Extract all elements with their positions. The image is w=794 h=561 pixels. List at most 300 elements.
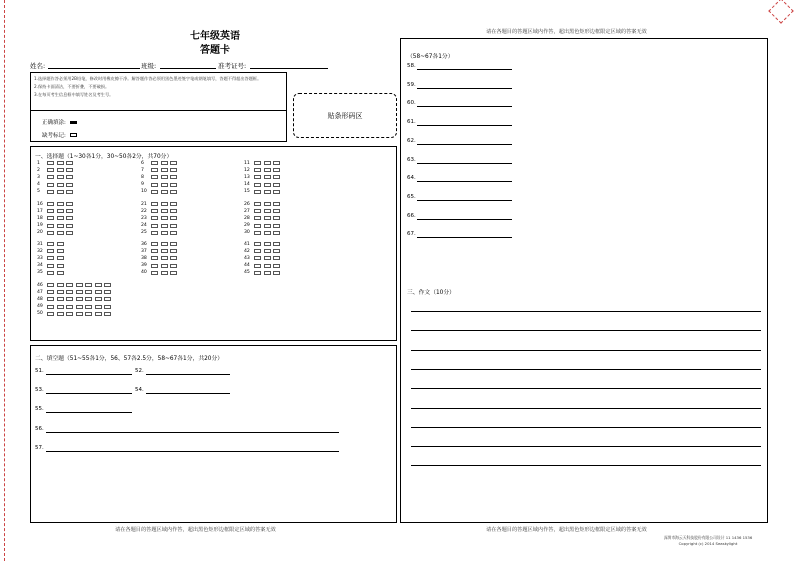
answer-bubble[interactable] bbox=[161, 242, 168, 246]
choice-question-row bbox=[37, 304, 114, 310]
answer-bubble[interactable] bbox=[104, 290, 111, 294]
choice-question-row bbox=[244, 182, 283, 188]
choice-question-row bbox=[37, 230, 76, 236]
answer-bubble[interactable] bbox=[254, 202, 261, 206]
answer-bubble[interactable] bbox=[273, 209, 280, 213]
instructions-text bbox=[34, 75, 284, 99]
essay-writing-line[interactable] bbox=[411, 408, 761, 409]
class-label: 班级: bbox=[141, 62, 157, 70]
choice-question-row bbox=[244, 255, 283, 261]
question-number: 41 bbox=[244, 241, 250, 247]
choice-question-row bbox=[244, 201, 283, 207]
answer-bubble[interactable] bbox=[254, 231, 261, 235]
answer-bubble[interactable] bbox=[104, 297, 111, 301]
answer-bubble[interactable] bbox=[170, 183, 177, 187]
instructions-box bbox=[30, 72, 287, 142]
answer-bubble[interactable] bbox=[161, 256, 168, 260]
answer-bubble[interactable] bbox=[76, 305, 83, 309]
answer-bubble[interactable] bbox=[151, 216, 158, 220]
answer-bubble[interactable] bbox=[76, 290, 83, 294]
essay-writing-line[interactable] bbox=[411, 446, 761, 447]
exam-number-field[interactable] bbox=[250, 62, 328, 69]
answer-bubble[interactable] bbox=[47, 256, 54, 260]
fill-answer-line[interactable] bbox=[417, 214, 512, 220]
question-number: 36 bbox=[141, 241, 147, 247]
question-number: 28 bbox=[244, 215, 250, 221]
answer-bubble[interactable] bbox=[170, 190, 177, 194]
answer-bubble[interactable] bbox=[57, 264, 64, 268]
answer-bubble[interactable] bbox=[57, 312, 64, 316]
answer-bubble[interactable] bbox=[57, 168, 64, 172]
answer-bubble[interactable] bbox=[264, 264, 271, 268]
answer-bubble[interactable] bbox=[57, 216, 64, 220]
answer-bubble[interactable] bbox=[85, 297, 92, 301]
answer-bubble[interactable] bbox=[66, 312, 73, 316]
answer-bubble[interactable] bbox=[161, 168, 168, 172]
choice-question-row bbox=[37, 270, 66, 276]
question-number: 49 bbox=[37, 304, 43, 310]
answer-bubble[interactable] bbox=[47, 312, 54, 316]
page-title: 七年级英语 bbox=[190, 31, 240, 42]
footer-notice-right: 请在各题目的答题区域内作答，超出黑色矩形边框限定区域的答案无效 bbox=[486, 527, 647, 533]
answer-bubble[interactable] bbox=[170, 256, 177, 260]
name-field[interactable] bbox=[48, 62, 140, 69]
choice-question-row bbox=[244, 189, 283, 195]
answer-bubble[interactable] bbox=[161, 249, 168, 253]
answer-bubble[interactable] bbox=[57, 202, 64, 206]
fill-answer-line[interactable] bbox=[417, 139, 512, 145]
answer-bubble[interactable] bbox=[151, 175, 158, 179]
answer-bubble[interactable] bbox=[104, 305, 111, 309]
choice-question-row bbox=[37, 189, 76, 195]
answer-bubble[interactable] bbox=[57, 290, 64, 294]
fill-answer-line[interactable] bbox=[417, 232, 512, 238]
question-number: 17 bbox=[37, 208, 43, 214]
fill-item-label: 55. bbox=[35, 406, 44, 412]
choice-question-row bbox=[37, 167, 76, 173]
question-number: 19 bbox=[37, 223, 43, 229]
answer-bubble[interactable] bbox=[264, 209, 271, 213]
question-number: 29 bbox=[244, 223, 250, 229]
choice-question-row bbox=[37, 296, 114, 302]
top-notice-right: 请在各题目的答题区域内作答，超出黑色矩形边框限定区域的答案无效 bbox=[486, 29, 647, 35]
essay-writing-line[interactable] bbox=[411, 388, 761, 389]
answer-bubble[interactable] bbox=[57, 161, 64, 165]
answer-bubble[interactable] bbox=[57, 249, 64, 253]
answer-bubble[interactable] bbox=[151, 209, 158, 213]
answer-bubble[interactable] bbox=[264, 161, 271, 165]
answer-bubble[interactable] bbox=[47, 224, 54, 228]
answer-bubble[interactable] bbox=[273, 249, 280, 253]
copyright-line-1: 深圳市海云天科技股份有限公司设计 11 1436 1536 bbox=[663, 535, 753, 540]
instruction-line: 2.保持卡面清洁，不要折叠，不要破损。 bbox=[34, 84, 110, 89]
corner-stamp-mark bbox=[768, 0, 793, 24]
answer-bubble[interactable] bbox=[170, 231, 177, 235]
fill-answer-line[interactable] bbox=[46, 446, 339, 452]
answer-bubble[interactable] bbox=[47, 168, 54, 172]
answer-bubble[interactable] bbox=[47, 297, 54, 301]
fill-item-label: 67. bbox=[407, 231, 416, 238]
answer-bubble[interactable] bbox=[47, 161, 54, 165]
fill-answer-line[interactable] bbox=[146, 388, 230, 394]
answer-bubble[interactable] bbox=[273, 183, 280, 187]
question-number: 34 bbox=[37, 263, 43, 269]
answer-bubble[interactable] bbox=[85, 312, 92, 316]
answer-bubble[interactable] bbox=[161, 183, 168, 187]
instruction-line: 3.在每页考生信息框中填写姓名及考生号。 bbox=[34, 92, 114, 97]
question-number: 9 bbox=[141, 182, 144, 188]
answer-bubble[interactable] bbox=[273, 161, 280, 165]
answer-bubble[interactable] bbox=[254, 183, 261, 187]
answer-bubble[interactable] bbox=[264, 202, 271, 206]
answer-bubble[interactable] bbox=[161, 209, 168, 213]
answer-bubble[interactable] bbox=[170, 264, 177, 268]
question-number: 5 bbox=[37, 189, 40, 195]
answer-bubble[interactable] bbox=[273, 242, 280, 246]
answer-bubble[interactable] bbox=[170, 175, 177, 179]
answer-bubble[interactable] bbox=[57, 283, 64, 287]
answer-bubble[interactable] bbox=[47, 190, 54, 194]
choice-question-row bbox=[141, 248, 180, 254]
answer-bubble[interactable] bbox=[57, 242, 64, 246]
name-label: 姓名: bbox=[30, 62, 46, 70]
answer-bubble[interactable] bbox=[161, 271, 168, 275]
question-number: 26 bbox=[244, 201, 250, 207]
fill-answer-line[interactable] bbox=[417, 64, 512, 70]
answer-bubble[interactable] bbox=[161, 161, 168, 165]
question-number: 20 bbox=[37, 230, 43, 236]
answer-bubble[interactable] bbox=[151, 224, 158, 228]
answer-bubble[interactable] bbox=[161, 190, 168, 194]
question-number: 21 bbox=[141, 201, 147, 207]
question-number: 42 bbox=[244, 248, 250, 254]
exam-number-label: 准考证号: bbox=[218, 62, 247, 70]
answer-bubble[interactable] bbox=[47, 271, 54, 275]
answer-bubble[interactable] bbox=[151, 271, 158, 275]
answer-bubble[interactable] bbox=[76, 312, 83, 316]
answer-bubble[interactable] bbox=[57, 231, 64, 235]
answer-bubble[interactable] bbox=[95, 283, 102, 287]
fill-item-label: 59. bbox=[407, 81, 416, 88]
answer-bubble[interactable] bbox=[254, 256, 261, 260]
question-number: 50 bbox=[37, 311, 43, 317]
answer-bubble[interactable] bbox=[66, 305, 73, 309]
choice-question-row bbox=[141, 182, 180, 188]
answer-bubble[interactable] bbox=[264, 242, 271, 246]
answer-bubble[interactable] bbox=[95, 312, 102, 316]
choice-question-row bbox=[37, 241, 66, 247]
answer-bubble[interactable] bbox=[161, 264, 168, 268]
fill-item-label: 61. bbox=[407, 119, 416, 126]
choice-question-row bbox=[37, 263, 66, 269]
choice-question-row bbox=[141, 223, 180, 229]
answer-bubble[interactable] bbox=[170, 249, 177, 253]
fill-answer-line[interactable] bbox=[417, 158, 512, 164]
answer-bubble[interactable] bbox=[47, 249, 54, 253]
answer-bubble[interactable] bbox=[66, 224, 73, 228]
answer-bubble[interactable] bbox=[264, 168, 271, 172]
essay-writing-line[interactable] bbox=[411, 369, 761, 370]
answer-bubble[interactable] bbox=[264, 216, 271, 220]
answer-bubble[interactable] bbox=[151, 242, 158, 246]
fill-answer-line[interactable] bbox=[46, 388, 132, 394]
question-number: 23 bbox=[141, 215, 147, 221]
answer-bubble[interactable] bbox=[161, 231, 168, 235]
choice-question-row bbox=[37, 248, 66, 254]
class-field[interactable] bbox=[160, 62, 216, 69]
answer-bubble[interactable] bbox=[273, 264, 280, 268]
choice-question-row bbox=[244, 270, 283, 276]
answer-bubble[interactable] bbox=[170, 224, 177, 228]
question-number: 35 bbox=[37, 270, 43, 276]
answer-bubble[interactable] bbox=[66, 161, 73, 165]
choice-question-row bbox=[141, 160, 180, 166]
answer-bubble[interactable] bbox=[170, 202, 177, 206]
answer-bubble[interactable] bbox=[66, 283, 73, 287]
answer-bubble[interactable] bbox=[273, 216, 280, 220]
right-section-subtitle: （58~67各1分） bbox=[407, 54, 454, 60]
answer-bubble[interactable] bbox=[254, 209, 261, 213]
fill-answer-line[interactable] bbox=[46, 369, 132, 375]
answer-bubble[interactable] bbox=[57, 297, 64, 301]
answer-bubble[interactable] bbox=[76, 283, 83, 287]
answer-bubble[interactable] bbox=[273, 271, 280, 275]
question-number: 4 bbox=[37, 182, 40, 188]
answer-bubble[interactable] bbox=[264, 190, 271, 194]
answer-bubble[interactable] bbox=[151, 168, 158, 172]
answer-bubble[interactable] bbox=[273, 231, 280, 235]
question-number: 6 bbox=[141, 160, 144, 166]
answer-bubble[interactable] bbox=[170, 271, 177, 275]
answer-bubble[interactable] bbox=[57, 183, 64, 187]
question-number: 18 bbox=[37, 215, 43, 221]
answer-bubble[interactable] bbox=[151, 183, 158, 187]
fill-item-label: 58. bbox=[407, 63, 416, 69]
answer-bubble[interactable] bbox=[47, 209, 54, 213]
fill-item-label: 65. bbox=[407, 193, 416, 200]
answer-bubble[interactable] bbox=[273, 202, 280, 206]
question-number: 38 bbox=[141, 255, 147, 261]
answer-bubble[interactable] bbox=[273, 256, 280, 260]
question-number: 32 bbox=[37, 248, 43, 254]
answer-bubble[interactable] bbox=[264, 231, 271, 235]
fill-section-title: 二、填空题（51~55各1分，56、57各2.5分，58~67各1分，共20分） bbox=[35, 356, 224, 362]
answer-bubble[interactable] bbox=[57, 271, 64, 275]
question-number: 37 bbox=[141, 248, 147, 254]
fill-answer-line[interactable] bbox=[46, 407, 132, 413]
answer-bubble[interactable] bbox=[151, 256, 158, 260]
answer-bubble[interactable] bbox=[57, 209, 64, 213]
answer-bubble[interactable] bbox=[264, 175, 271, 179]
answer-bubble[interactable] bbox=[104, 283, 111, 287]
answer-bubble[interactable] bbox=[254, 242, 261, 246]
choice-section-title: 一、选择题（1~30各1分，30~50各2分，共70分） bbox=[35, 154, 173, 160]
answer-bubble[interactable] bbox=[151, 202, 158, 206]
barcode-area: 贴条形码区 bbox=[293, 93, 397, 138]
question-number: 33 bbox=[37, 255, 43, 261]
answer-bubble[interactable] bbox=[85, 290, 92, 294]
answer-bubble[interactable] bbox=[170, 242, 177, 246]
choice-question-row bbox=[37, 289, 114, 295]
question-number: 45 bbox=[244, 270, 250, 276]
answer-bubble[interactable] bbox=[47, 175, 54, 179]
answer-bubble[interactable] bbox=[254, 168, 261, 172]
answer-bubble[interactable] bbox=[95, 297, 102, 301]
fill-item-label: 54. bbox=[135, 387, 144, 393]
answer-bubble[interactable] bbox=[264, 256, 271, 260]
fill-item-label: 53. bbox=[35, 387, 44, 393]
answer-bubble[interactable] bbox=[151, 231, 158, 235]
answer-bubble[interactable] bbox=[273, 175, 280, 179]
answer-bubble[interactable] bbox=[170, 161, 177, 165]
choice-question-row bbox=[37, 223, 76, 229]
answer-bubble[interactable] bbox=[170, 209, 177, 213]
answer-bubble[interactable] bbox=[66, 183, 73, 187]
fill-answer-line[interactable] bbox=[417, 120, 512, 126]
answer-bubble[interactable] bbox=[85, 283, 92, 287]
essay-writing-line[interactable] bbox=[411, 350, 761, 351]
essay-writing-line[interactable] bbox=[411, 427, 761, 428]
fill-item-label: 63. bbox=[407, 156, 416, 163]
fill-item-label: 52. bbox=[135, 368, 144, 374]
answer-bubble[interactable] bbox=[254, 224, 261, 228]
answer-bubble[interactable] bbox=[161, 224, 168, 228]
answer-bubble[interactable] bbox=[95, 290, 102, 294]
answer-bubble[interactable] bbox=[47, 231, 54, 235]
choice-question-row bbox=[244, 167, 283, 173]
essay-writing-line[interactable] bbox=[411, 465, 761, 466]
answer-bubble[interactable] bbox=[47, 202, 54, 206]
answer-bubble[interactable] bbox=[254, 190, 261, 194]
answer-bubble[interactable] bbox=[47, 264, 54, 268]
answer-bubble[interactable] bbox=[151, 161, 158, 165]
answer-bubble[interactable] bbox=[254, 271, 261, 275]
choice-question-row bbox=[141, 241, 180, 247]
choice-question-row bbox=[244, 248, 283, 254]
answer-bubble[interactable] bbox=[95, 305, 102, 309]
choice-question-row bbox=[37, 208, 76, 214]
fill-answer-line[interactable] bbox=[417, 101, 512, 107]
answer-bubble[interactable] bbox=[47, 305, 54, 309]
answer-bubble[interactable] bbox=[264, 183, 271, 187]
fill-item-label: 62. bbox=[407, 137, 416, 144]
filled-mark-sample bbox=[70, 121, 77, 124]
question-number: 40 bbox=[141, 270, 147, 276]
answer-bubble[interactable] bbox=[273, 168, 280, 172]
answer-bubble[interactable] bbox=[57, 305, 64, 309]
question-number: 25 bbox=[141, 230, 147, 236]
answer-bubble[interactable] bbox=[170, 216, 177, 220]
question-number: 3 bbox=[37, 174, 40, 180]
answer-bubble[interactable] bbox=[254, 216, 261, 220]
choice-question-row bbox=[37, 215, 76, 221]
choice-question-row bbox=[37, 201, 76, 207]
answer-bubble[interactable] bbox=[161, 216, 168, 220]
choice-question-row bbox=[141, 208, 180, 214]
question-number: 10 bbox=[141, 189, 147, 195]
answer-bubble[interactable] bbox=[76, 297, 83, 301]
answer-bubble[interactable] bbox=[85, 305, 92, 309]
answer-bubble[interactable] bbox=[66, 231, 73, 235]
choice-question-row bbox=[141, 255, 180, 261]
instruction-line: 1.选择题作答必须用2B铅笔，修改时用橡皮擦干净。解答题作答必须用黑色墨迹签字笔或钢笔填写，答题不得超出答题框。 bbox=[34, 76, 262, 81]
question-number: 24 bbox=[141, 223, 147, 229]
question-number: 46 bbox=[37, 282, 43, 288]
absent-mark-checkbox[interactable] bbox=[70, 133, 77, 137]
fill-item-label: 64. bbox=[407, 175, 416, 182]
choice-question-row bbox=[244, 230, 283, 236]
answer-bubble[interactable] bbox=[57, 175, 64, 179]
answer-bubble[interactable] bbox=[161, 175, 168, 179]
fill-answer-line[interactable] bbox=[417, 195, 512, 201]
right-answer-box bbox=[400, 38, 768, 523]
answer-bubble[interactable] bbox=[170, 168, 177, 172]
answer-bubble[interactable] bbox=[254, 175, 261, 179]
answer-bubble[interactable] bbox=[254, 249, 261, 253]
answer-bubble[interactable] bbox=[47, 283, 54, 287]
question-number: 48 bbox=[37, 296, 43, 302]
choice-question-row bbox=[37, 160, 76, 166]
fill-answer-line[interactable] bbox=[46, 427, 339, 433]
answer-bubble[interactable] bbox=[57, 190, 64, 194]
answer-bubble[interactable] bbox=[264, 271, 271, 275]
question-number: 13 bbox=[244, 174, 250, 180]
answer-bubble[interactable] bbox=[66, 209, 73, 213]
choice-question-row bbox=[37, 282, 114, 288]
answer-bubble[interactable] bbox=[151, 264, 158, 268]
choice-question-row bbox=[141, 201, 180, 207]
fill-item-label: 60. bbox=[407, 100, 416, 107]
answer-bubble[interactable] bbox=[57, 224, 64, 228]
choice-question-row bbox=[37, 174, 76, 180]
fill-answer-line[interactable] bbox=[417, 83, 512, 89]
answer-bubble[interactable] bbox=[254, 264, 261, 268]
answer-bubble[interactable] bbox=[66, 216, 73, 220]
answer-bubble[interactable] bbox=[47, 290, 54, 294]
answer-bubble[interactable] bbox=[151, 190, 158, 194]
answer-bubble[interactable] bbox=[47, 242, 54, 246]
answer-bubble[interactable] bbox=[104, 312, 111, 316]
question-number: 14 bbox=[244, 182, 250, 188]
choice-question-row bbox=[37, 255, 66, 261]
answer-bubble[interactable] bbox=[264, 249, 271, 253]
answer-bubble[interactable] bbox=[57, 256, 64, 260]
answer-bubble[interactable] bbox=[66, 290, 73, 294]
answer-bubble[interactable] bbox=[264, 224, 271, 228]
choice-question-row bbox=[141, 167, 180, 173]
answer-bubble[interactable] bbox=[66, 175, 73, 179]
fill-answer-line[interactable] bbox=[146, 369, 230, 375]
answer-bubble[interactable] bbox=[66, 202, 73, 206]
fill-answer-line[interactable] bbox=[417, 176, 512, 182]
question-number: 15 bbox=[244, 189, 250, 195]
answer-bubble[interactable] bbox=[273, 224, 280, 228]
answer-bubble[interactable] bbox=[66, 168, 73, 172]
choice-question-row bbox=[244, 160, 283, 166]
answer-bubble[interactable] bbox=[273, 190, 280, 194]
answer-bubble[interactable] bbox=[66, 297, 73, 301]
answer-bubble[interactable] bbox=[47, 183, 54, 187]
essay-writing-line[interactable] bbox=[411, 330, 761, 331]
choice-question-row bbox=[244, 208, 283, 214]
choice-question-row bbox=[141, 230, 180, 236]
answer-bubble[interactable] bbox=[161, 202, 168, 206]
answer-bubble[interactable] bbox=[66, 190, 73, 194]
essay-writing-line[interactable] bbox=[411, 311, 761, 312]
answer-bubble[interactable] bbox=[254, 161, 261, 165]
answer-bubble[interactable] bbox=[47, 216, 54, 220]
answer-bubble[interactable] bbox=[151, 249, 158, 253]
